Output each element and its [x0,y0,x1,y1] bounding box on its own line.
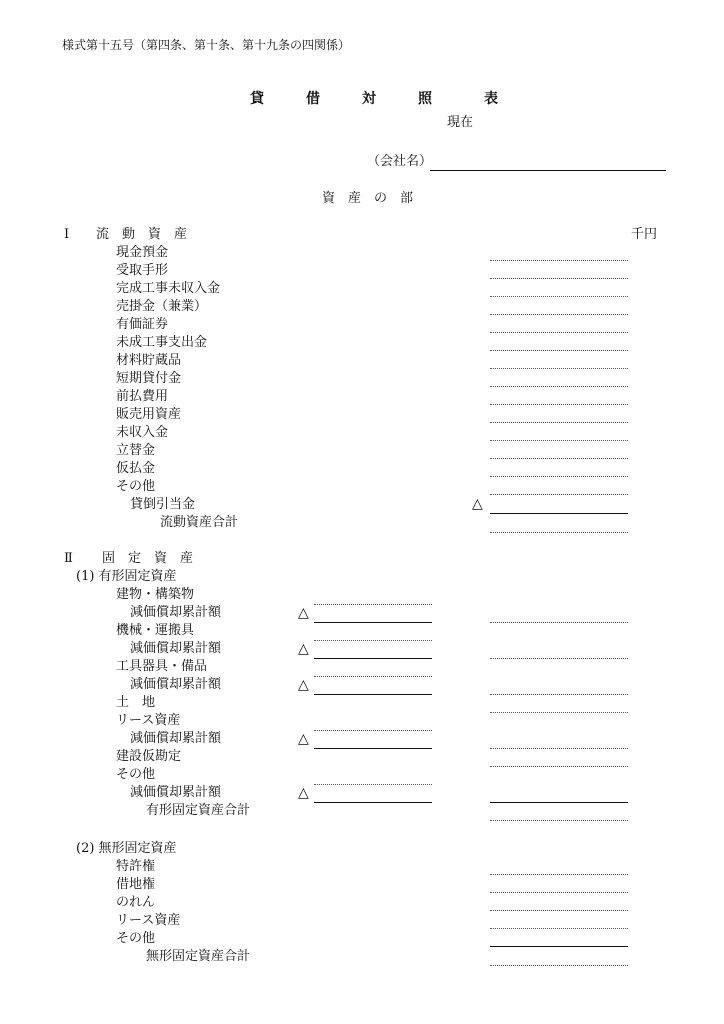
amount-field[interactable] [490,820,628,821]
list-item: 未成工事支出金 [116,335,208,350]
intangible-heading: (2) 無形固定資産 [76,841,177,856]
amount-field[interactable] [490,874,628,875]
list-item: リース資産 [116,913,181,928]
title-char: 借 [306,91,320,107]
as-of-label: 現在 [447,115,474,130]
triangle-minus-icon: △ [298,605,309,621]
fixed-assets-heading: 固 定 資 産 [102,551,194,566]
amount-field[interactable] [490,404,628,405]
gross-amount-field[interactable] [314,730,432,731]
current-assets-total-label: 流動資産合計 [160,515,239,530]
list-item: 完成工事未収入金 [116,281,221,296]
list-item: 売掛金（兼業） [116,299,208,314]
amount-field[interactable] [490,296,628,297]
gross-amount-field[interactable] [314,640,432,641]
list-item: 減価償却累計額 [130,677,222,692]
list-item: のれん [116,895,156,910]
amount-field[interactable] [490,946,628,947]
intangible-total-label: 無形固定資産合計 [146,949,251,964]
amount-field[interactable] [490,260,628,261]
triangle-minus-icon: △ [472,496,483,512]
list-item: 減価償却累計額 [130,605,222,620]
allowance-label: 貸倒引当金 [130,497,196,512]
amount-field[interactable] [490,278,628,279]
tangible-heading: (1) 有形固定資産 [76,569,177,584]
amount-field[interactable] [490,766,628,767]
list-item: リース資産 [116,713,181,728]
form-number-note: 様式第十五号（第四条、第十条、第十九条の四関係） [62,38,351,52]
list-item: 減価償却累計額 [130,641,222,656]
amount-field[interactable] [490,368,628,369]
amount-field[interactable] [490,513,628,514]
list-item: 販売用資産 [116,407,182,422]
amount-field[interactable] [490,910,628,911]
amount-field[interactable] [490,712,628,713]
amount-field[interactable] [490,314,628,315]
amount-field[interactable] [490,748,628,749]
depreciation-field[interactable] [314,658,432,659]
depreciation-field[interactable] [314,748,432,749]
amount-field[interactable] [490,802,628,803]
company-name-label: （会社名） [367,154,433,169]
list-item: その他 [116,479,156,494]
list-item: 短期貸付金 [116,371,182,386]
list-item: 前払費用 [116,389,169,404]
list-item: 工具器具・備品 [116,659,208,674]
depreciation-field[interactable] [314,694,432,695]
list-item: その他 [116,767,156,782]
triangle-minus-icon: △ [298,641,309,657]
amount-field[interactable] [490,422,628,423]
amount-field[interactable] [490,440,628,441]
triangle-minus-icon: △ [298,785,309,801]
list-item: 減価償却累計額 [130,731,222,746]
list-item: 減価償却累計額 [130,785,222,800]
current-assets-heading: 流 動 資 産 [96,227,188,242]
list-item: 特許権 [116,859,156,874]
amount-field[interactable] [490,494,628,495]
amount-field[interactable] [490,476,628,477]
title-char: 表 [484,91,498,107]
depreciation-field[interactable] [314,622,432,623]
section-numeral: Ⅱ [64,551,73,566]
list-item: 仮払金 [116,461,156,476]
company-name-field[interactable] [430,170,666,171]
amount-field[interactable] [490,458,628,459]
list-item: 建物・構築物 [116,587,195,602]
gross-amount-field[interactable] [314,604,432,605]
list-item: 機械・運搬具 [116,623,195,638]
title-char: 貸 [250,91,264,107]
list-item: その他 [116,931,156,946]
gross-amount-field[interactable] [314,676,432,677]
list-item: 立替金 [116,443,156,458]
amount-field[interactable] [490,622,628,623]
triangle-minus-icon: △ [298,731,309,747]
unit-label: 千円 [631,227,658,242]
title-char: 対 [362,91,376,107]
amount-field[interactable] [490,386,628,387]
list-item: 材料貯蔵品 [116,353,182,368]
list-item: 土 地 [116,695,156,710]
amount-field[interactable] [490,532,628,533]
list-item: 有価証券 [116,317,169,332]
depreciation-field[interactable] [314,802,432,803]
section-title: 資 産 の 部 [322,191,414,206]
amount-field[interactable] [490,694,628,695]
list-item: 未収入金 [116,425,169,440]
triangle-minus-icon: △ [298,677,309,693]
title-char: 照 [418,91,432,107]
amount-field[interactable] [490,928,628,929]
amount-field[interactable] [490,350,628,351]
section-numeral: Ⅰ [64,227,70,242]
amount-field[interactable] [490,965,628,966]
amount-field[interactable] [490,658,628,659]
list-item: 現金預金 [116,245,169,260]
tangible-total-label: 有形固定資産合計 [146,803,251,818]
list-item: 借地権 [116,877,156,892]
amount-field[interactable] [490,332,628,333]
list-item: 受取手形 [116,263,169,278]
list-item: 建設仮勘定 [116,749,182,764]
amount-field[interactable] [490,892,628,893]
gross-amount-field[interactable] [314,784,432,785]
